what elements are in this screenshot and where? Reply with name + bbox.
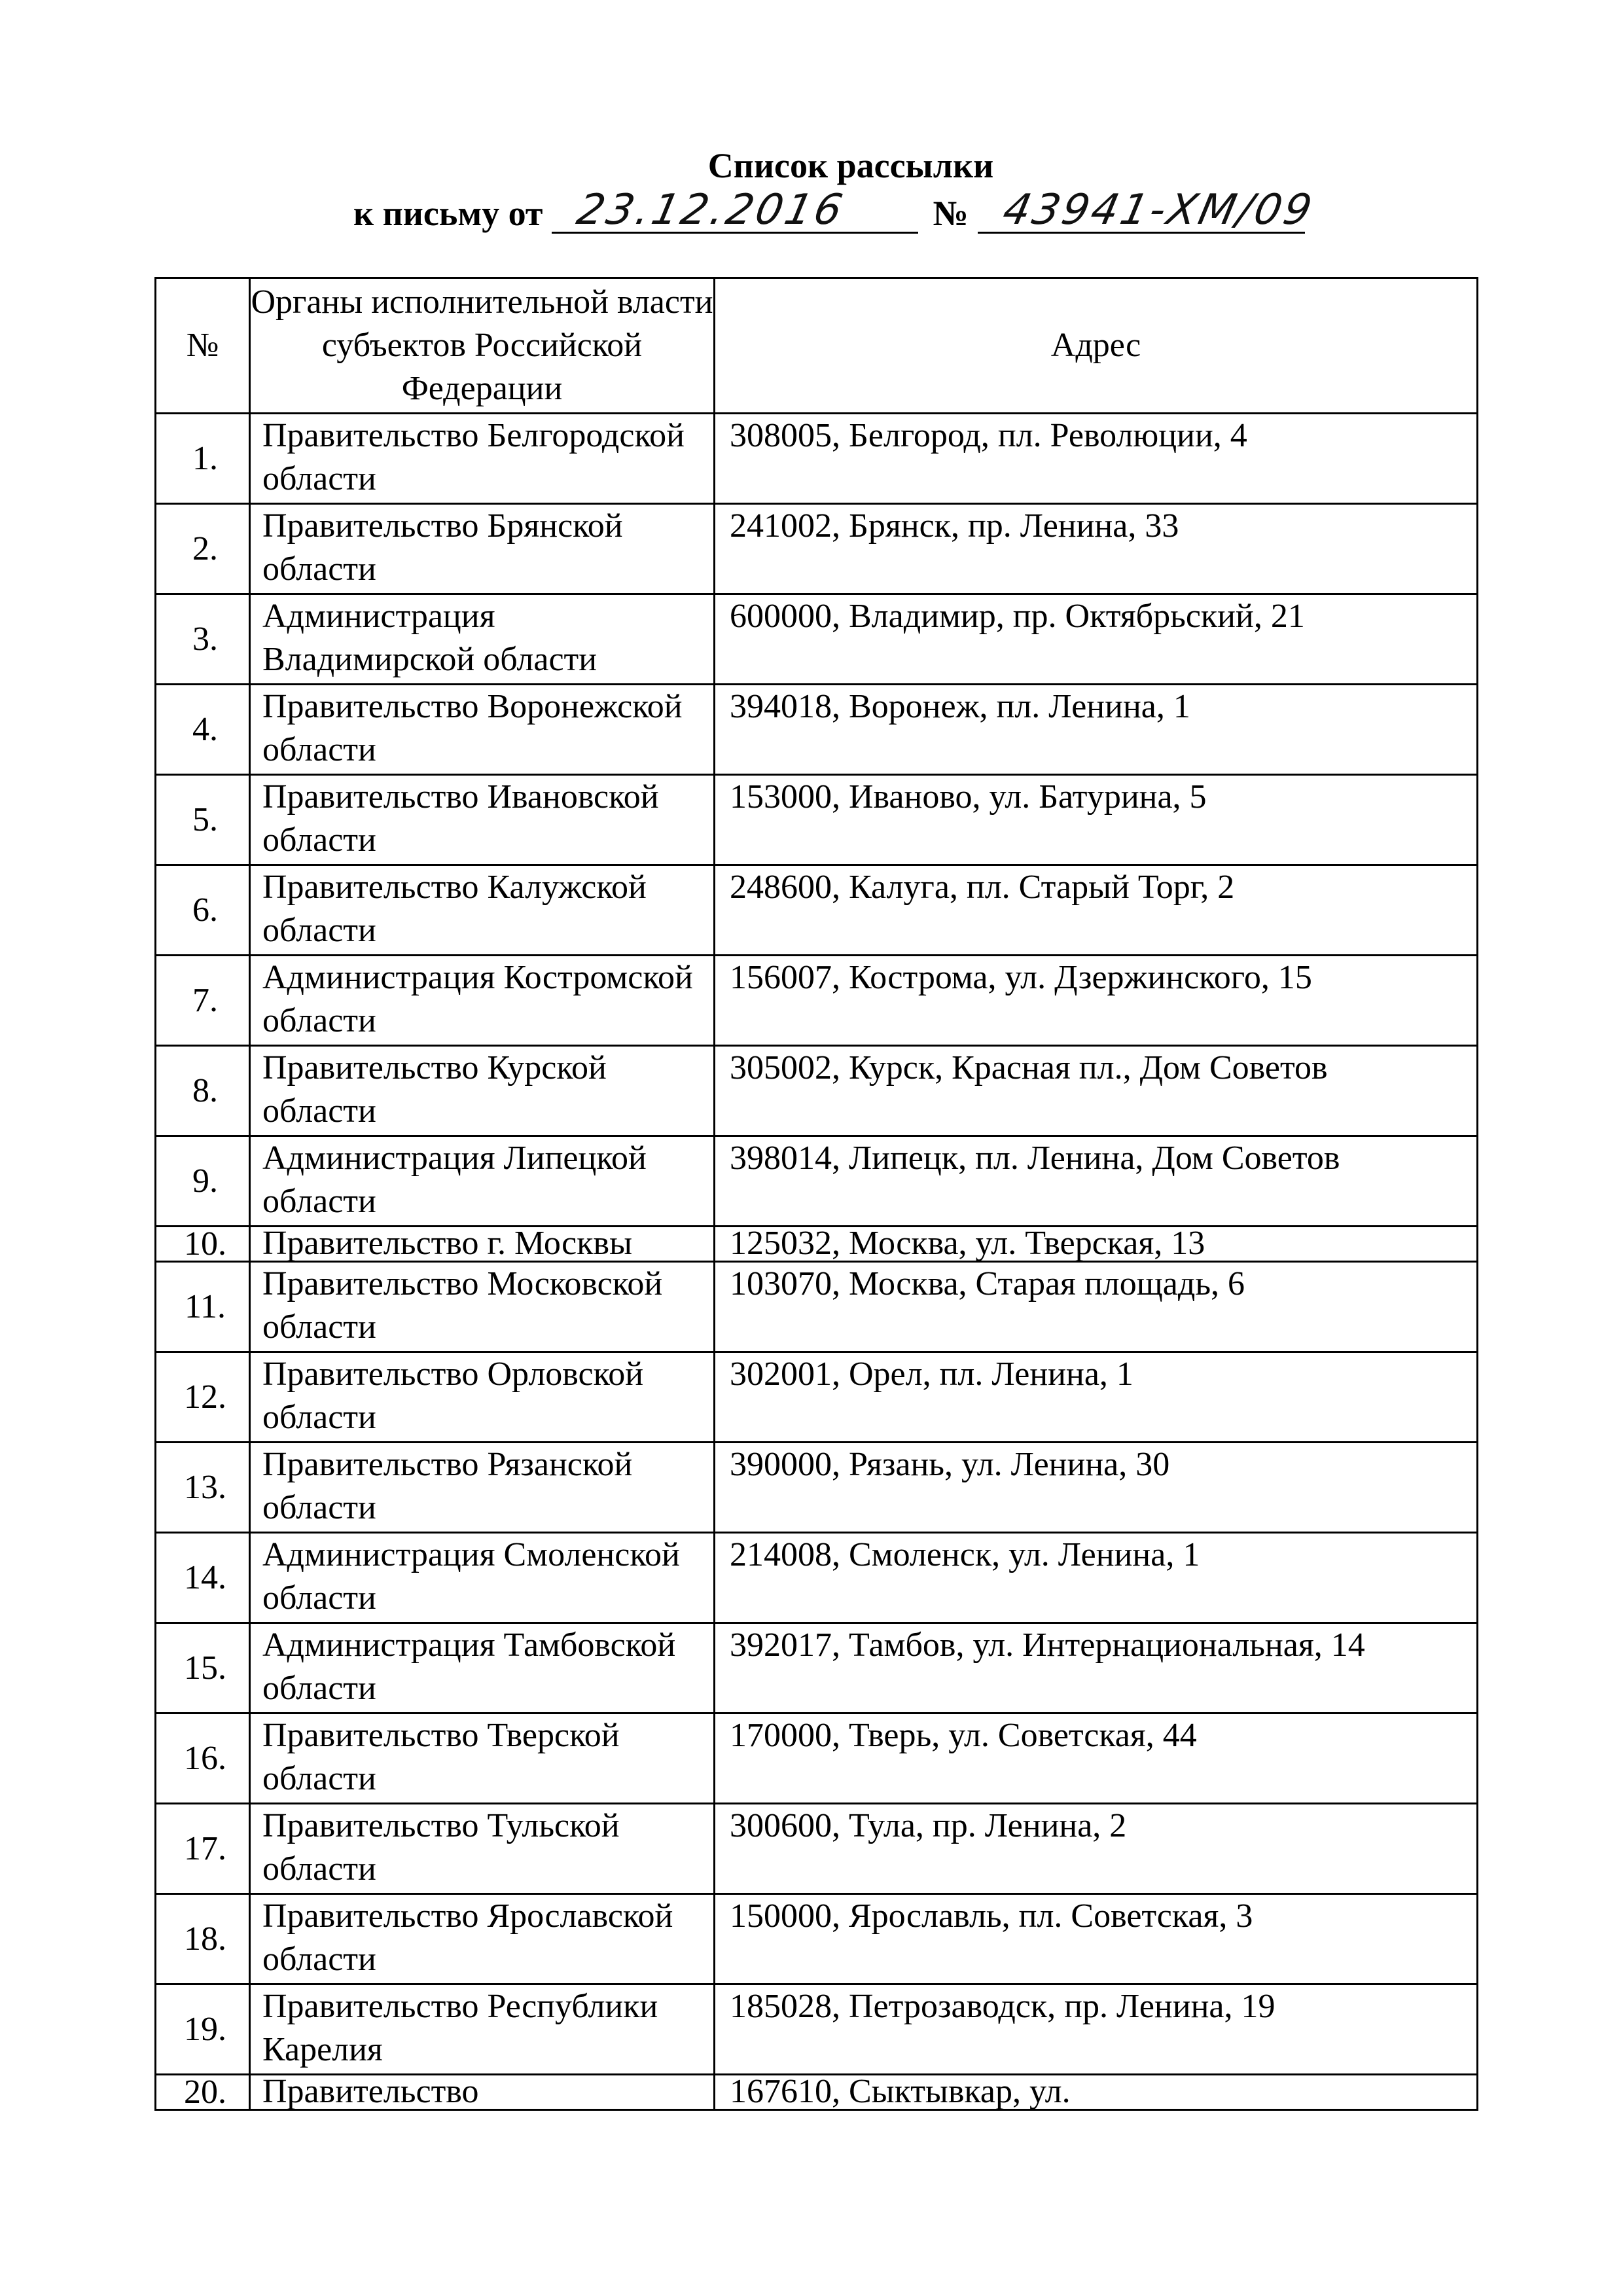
row-number: 15.	[156, 1623, 250, 1713]
table-row	[156, 414, 1478, 504]
organization-cell: Правительство г. Москвы	[250, 1227, 715, 1262]
address-cell: 185028, Петрозаводск, пр. Ленина, 19	[715, 1984, 1478, 2075]
table-row	[156, 1136, 1478, 1227]
organization-cell: Правительство Белгородской области	[250, 414, 715, 504]
address-cell: 153000, Иваново, ул. Батурина, 5	[715, 775, 1478, 865]
organization-cell: Правительство Ивановской области	[250, 775, 715, 865]
table-row	[156, 1262, 1478, 1352]
column-header-organization: Органы исполнительной власти субъектов Российской Федерации	[250, 278, 715, 414]
column-header-address: Адрес	[715, 278, 1478, 414]
number-field	[978, 186, 1319, 234]
row-number: 13.	[156, 1443, 250, 1533]
handwritten-number: 43941-ХМ/09	[998, 186, 1319, 234]
organization-cell: Администрация Липецкой области	[250, 1136, 715, 1227]
organization-cell: Правительство Московской области	[250, 1262, 715, 1352]
organization-cell: Правительство Курской области	[250, 1046, 715, 1136]
handwritten-date: 23.12.2016	[573, 186, 849, 234]
table-row	[156, 1713, 1478, 1804]
address-cell: 170000, Тверь, ул. Советская, 44	[715, 1713, 1478, 1804]
table-row	[156, 1804, 1478, 1894]
table-row	[156, 2075, 1478, 2110]
organization-cell: Администрация Владимирской области	[250, 594, 715, 685]
document-title: Список рассылки	[707, 146, 994, 185]
row-number: 14.	[156, 1533, 250, 1623]
organization-cell: Правительство Рязанской области	[250, 1443, 715, 1533]
address-cell: 248600, Калуга, пл. Старый Торг, 2	[715, 865, 1478, 956]
table-row	[156, 685, 1478, 775]
address-cell: 392017, Тамбов, ул. Интернациональная, 14	[715, 1623, 1478, 1713]
table-row	[156, 1352, 1478, 1443]
address-cell: 156007, Кострома, ул. Дзержинского, 15	[715, 956, 1478, 1046]
table-row	[156, 775, 1478, 865]
address-cell: 214008, Смоленск, ул. Ленина, 1	[715, 1533, 1478, 1623]
table-row	[156, 504, 1478, 594]
address-cell: 394018, Воронеж, пл. Ленина, 1	[715, 685, 1478, 775]
row-number: 11.	[156, 1262, 250, 1352]
table-row	[156, 1533, 1478, 1623]
address-cell: 125032, Москва, ул. Тверская, 13	[715, 1227, 1478, 1262]
row-number: 16.	[156, 1713, 250, 1804]
number-sign: №	[933, 194, 969, 233]
address-cell: 600000, Владимир, пр. Октябрьский, 21	[715, 594, 1478, 685]
row-number: 20.	[156, 2075, 250, 2110]
address-cell: 308005, Белгород, пл. Революции, 4	[715, 414, 1478, 504]
table-row	[156, 865, 1478, 956]
table-header-row	[156, 278, 1478, 414]
address-cell: 103070, Москва, Старая площадь, 6	[715, 1262, 1478, 1352]
organization-cell: Правительство Республики Карелия	[250, 1984, 715, 2075]
column-header-number: №	[156, 278, 250, 414]
address-cell: 241002, Брянск, пр. Ленина, 33	[715, 504, 1478, 594]
row-number: 12.	[156, 1352, 250, 1443]
address-cell: 150000, Ярославль, пл. Советская, 3	[715, 1894, 1478, 1984]
row-number: 8.	[156, 1046, 250, 1136]
address-cell: 167610, Сыктывкар, ул.	[715, 2075, 1478, 2110]
organization-cell: Правительство Тверской области	[250, 1713, 715, 1804]
table-row	[156, 1984, 1478, 2075]
letter-reference	[353, 186, 1319, 237]
organization-cell: Правительство Орловской области	[250, 1352, 715, 1443]
address-cell: 300600, Тула, пр. Ленина, 2	[715, 1804, 1478, 1894]
row-number: 5.	[156, 775, 250, 865]
table-row	[156, 1623, 1478, 1713]
address-cell: 302001, Орел, пл. Ленина, 1	[715, 1352, 1478, 1443]
organization-cell: Администрация Костромской области	[250, 956, 715, 1046]
organization-cell: Администрация Смоленской области	[250, 1533, 715, 1623]
table-row	[156, 1443, 1478, 1533]
organization-cell: Правительство Воронежской области	[250, 685, 715, 775]
table-row	[156, 1227, 1478, 1262]
organization-cell: Правительство	[250, 2075, 715, 2110]
date-field	[552, 186, 918, 234]
letter-prefix: к письму от	[353, 194, 543, 233]
row-number: 19.	[156, 1984, 250, 2075]
row-number: 4.	[156, 685, 250, 775]
organization-cell: Правительство Брянской области	[250, 504, 715, 594]
row-number: 18.	[156, 1894, 250, 1984]
address-cell: 398014, Липецк, пл. Ленина, Дом Советов	[715, 1136, 1478, 1227]
row-number: 17.	[156, 1804, 250, 1894]
organization-cell: Правительство Ярославской области	[250, 1894, 715, 1984]
row-number: 2.	[156, 504, 250, 594]
table-row	[156, 1046, 1478, 1136]
table-row	[156, 594, 1478, 685]
organization-cell: Правительство Калужской области	[250, 865, 715, 956]
table-row	[156, 956, 1478, 1046]
address-cell: 390000, Рязань, ул. Ленина, 30	[715, 1443, 1478, 1533]
address-cell: 305002, Курск, Красная пл., Дом Советов	[715, 1046, 1478, 1136]
row-number: 1.	[156, 414, 250, 504]
row-number: 9.	[156, 1136, 250, 1227]
row-number: 3.	[156, 594, 250, 685]
mailing-list-table	[154, 277, 1478, 2111]
table-row	[156, 1894, 1478, 1984]
row-number: 7.	[156, 956, 250, 1046]
row-number: 10.	[156, 1227, 250, 1262]
organization-cell: Администрация Тамбовской области	[250, 1623, 715, 1713]
organization-cell: Правительство Тульской области	[250, 1804, 715, 1894]
row-number: 6.	[156, 865, 250, 956]
